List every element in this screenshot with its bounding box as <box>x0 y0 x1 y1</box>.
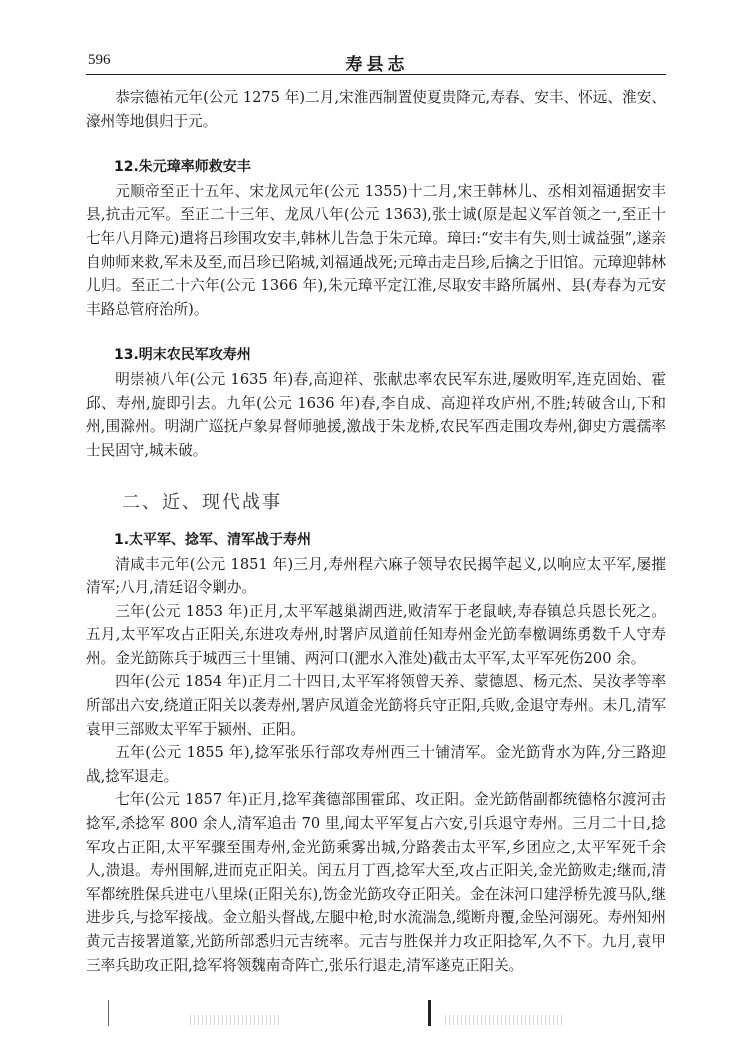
page-number: 596 <box>88 52 111 68</box>
running-title: 寿县志 <box>345 55 409 75</box>
scan-artifact <box>190 1015 280 1025</box>
section-heading: 12.朱元璋率师救安丰 <box>114 159 251 176</box>
section-heading: 1.太平军、捻军、清军战于寿州 <box>114 531 312 548</box>
scan-artifact <box>428 1000 431 1026</box>
header-rule <box>86 74 666 75</box>
spacer <box>86 133 666 156</box>
page-body <box>86 86 666 977</box>
paragraph: 七年(公元 1857 年)正月,捻军龚德部围霍邱、攻正阳。金光筯偕副都统德格尔渡河击捻军,杀捻军 800 余人,清军追击 70 里,闻太平军复占六安,引兵退守寿州。三月二十日,捻军攻占正阳,太平军骤至围寿州,金光筯乘雾出城,分路袭击太平军,乡团应之,太平军死千余人,溃退。寿州围解,进而克正阳关。闰五月丁酉,捻军大至,攻占正阳关,金光筯败走;继而,清军都统胜保兵进屯八里垛(正阳关东),饬金光筯攻夺正阳关。金在沫河口建浮桥先渡马队,继进步兵,与捻军接战。金立船头督战,左腿中枪,时水流湍急,缆断舟覆,金坠河溺死。寿州知州黄元吉接署道篆,光筯所部悉归元吉统率。元吉与胜保并力攻正阳捻军,久不下。九月,袁甲三率兵助攻正阳,捻军将领魏南奇阵亡,张乐行退走,清军遂克正阳关。 <box>86 791 666 974</box>
paragraph: 四年(公元 1854 年)正月二十四日,太平军将领曾天养、蒙德恩、杨元杰、吴汝孝等率所部出六安,绕道正阳关以袭寿州,署庐凤道金光筯将兵守正阳,兵败,金退守寿州。未几,清军袁甲三部败太平军于颍州、正阳。 <box>86 673 666 738</box>
paragraph: 恭宗德祐元年(公元 1275 年)二月,宋淮西制置使夏贵降元,寿春、安丰、怀远、淮安、濠州等地俱归于元。 <box>86 89 666 130</box>
spacer <box>86 462 666 485</box>
scan-artifact <box>445 1015 565 1025</box>
scan-artifact <box>108 1000 109 1026</box>
spacer <box>86 321 666 344</box>
paragraph: 明崇祯八年(公元 1635 年)春,高迎祥、张献忠率农民军东进,屡败明军,连克固始、霍邱、寿州,旋即引去。九年(公元 1636 年)春,李自成、高迎祥攻庐州,不胜;转破含山,下和州,围滁州。明湖广巡抚卢象昇督师驰援,激战于朱龙桥,农民军西走围攻寿州,御史方震孺率士民固守,城未破。 <box>86 370 666 459</box>
paragraph: 元顺帝至正十五年、宋龙凤元年(公元 1355)十二月,宋王韩林儿、丞相刘福通据安丰县,抗击元军。至正二十三年、龙凤八年(公元 1363),张士诚(原是起义军首领之一,至正十七年八月降元)遣将吕珍围攻安丰,韩林儿告急于朱元璋。璋曰:“安丰有失,则士诚益强”,遂亲自帅师来救,军未及至,而吕珍已陷城,刘福通战死;元璋击走吕珍,后擒之于旧馆。元璋迎韩林儿归。至正二十六年(公元 1366 年),朱元璋平定江淮,尽取安丰路所属州、县(寿春为元安丰路总管府治所)。 <box>86 182 666 318</box>
section-heading: 13.明末农民军攻寿州 <box>114 347 251 364</box>
paragraph: 三年(公元 1853 年)正月,太平军越巢湖西进,败清军于老鼠峡,寿春镇总兵恩长死之。五月,太平军攻占正阳关,东进攻寿州,时署庐凤道前任知寿州金光筯奉檄调练勇数千人守寿州。金光筯陈兵于城西三十里铺、两河口(淝水入淮处)截击太平军,太平军死伤200 余。 <box>86 602 666 667</box>
paragraph: 五年(公元 1855 年),捻军张乐行部攻寿州西三十铺清军。金光筯背水为阵,分三路迎战,捻军退走。 <box>86 744 666 785</box>
paragraph: 清咸丰元年(公元 1851 年)三月,寿州程六麻子领导农民揭竿起义,以响应太平军,屡摧清军;八月,清廷诏令剿办。 <box>86 555 666 597</box>
chapter-heading: 二、近、现代战事 <box>122 492 282 514</box>
